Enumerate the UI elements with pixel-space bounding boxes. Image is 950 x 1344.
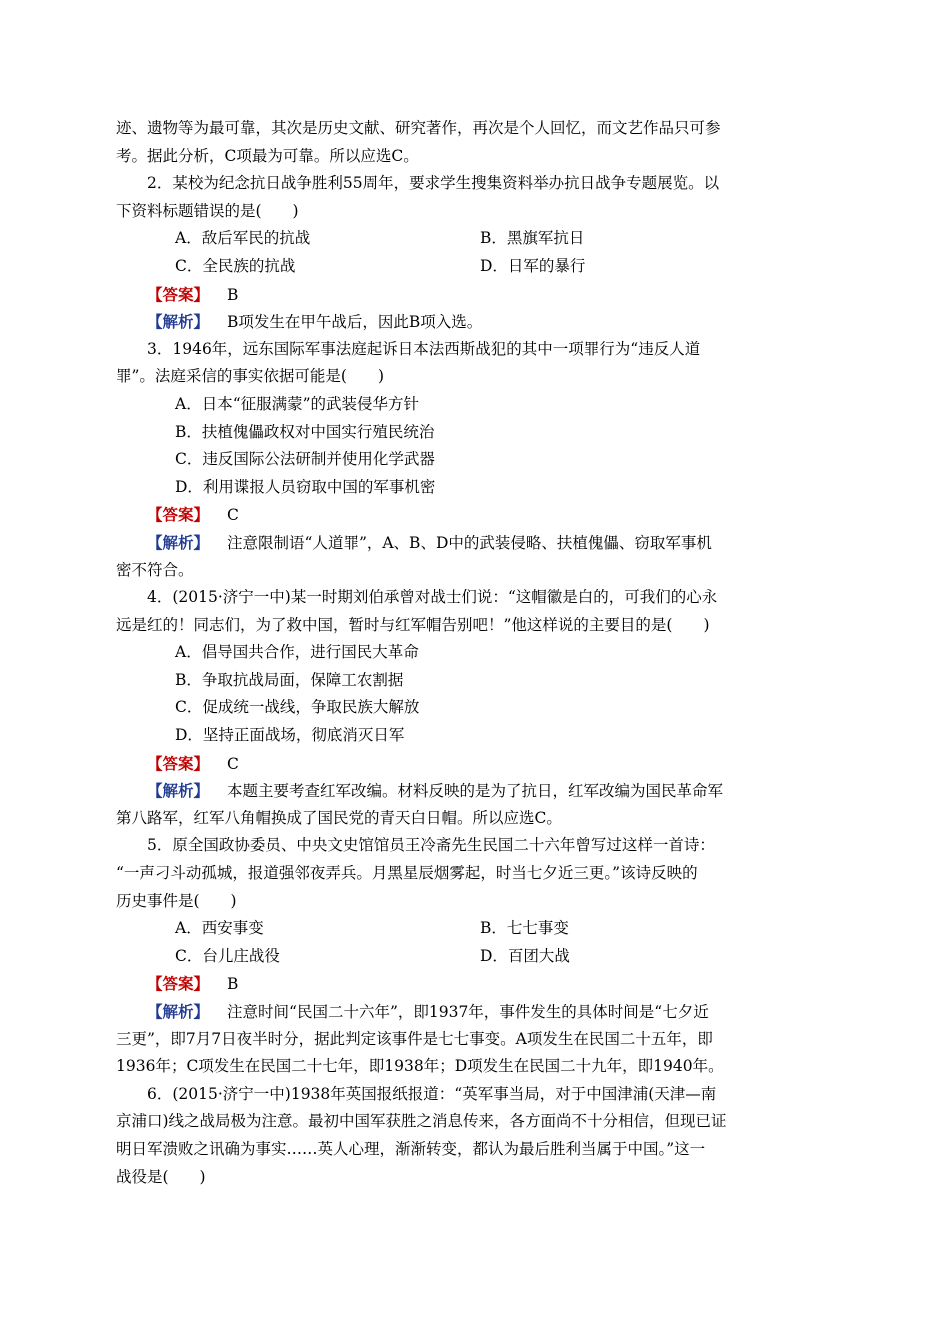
q5-analysis-line-3: 1936年；C项发生在民国二十七年，即1938年；D项发生在民国二十九年，即1940年。 [116,1057,724,1076]
q2-answer [116,281,836,309]
q2-options-row-1 [116,225,836,253]
q3-option-a: A．日本“征服满蒙”的武装侵华方针 [175,394,420,413]
q6-stem-line-4: 战役是( ) [116,1167,206,1186]
q6-stem-line-2: 京浦口)线之战局极为注意。最初中国军获胜之消息传来，各方面尚不十分相信，但现已证 [116,1112,727,1131]
q2-answer-value: B [227,285,239,304]
q5-answer [116,970,836,998]
q2-option-b: B．黑旗军抗日 [480,229,585,248]
q3-analysis-line-2: 密不符合。 [116,560,194,579]
q5-option-a: A．西安事变 [175,919,264,938]
q5-option-b: B．七七事变 [480,919,569,938]
q4-option-a: A．倡导国共合作，进行国民大革命 [175,643,419,662]
q5-analysis-line-1 [116,998,836,1026]
q4-stem-line-1: 4．(2015·济宁一中)某一时期刘伯承曾对战士们说：“这帽徽是白的，可我们的心永 [147,588,718,607]
q5-stem-line-2: “一声刁斗动孤城，报道强邻夜弄兵。月黑星辰烟雾起，时当七夕近三更。”该诗反映的 [116,864,698,883]
q3-analysis-text-1: 注意限制语“人道罪”，A、B、D中的武装侵略、扶植傀儡、窃取军事机 [227,533,712,552]
q6-stem-line-3: 明日军溃败之讯确为事实……英人心理，渐渐转变，都认为最后胜利当属于中国。”这一 [116,1139,706,1158]
q4-analysis-text-1: 本题主要考查红军改编。材料反映的是为了抗日，红军改编为国民革命军 [227,782,724,801]
q5-option-d: D．百团大战 [480,946,570,965]
q3-option-c: C．违反国际公法研制并使用化学武器 [175,450,435,469]
analysis-label: 【解析】 [147,781,210,801]
document-page [116,115,836,1191]
q4-analysis-line-2: 第八路军，红军八角帽换成了国民党的青天白日帽。所以应选C。 [116,808,562,827]
intro-line-2: 考。据此分析，C项最为可靠。所以应选C。 [116,146,419,165]
q6-stem-line-1: 6．(2015·济宁一中)1938年英国报纸报道：“英军事当局，对于中国津浦(天津—南 [147,1084,717,1103]
q3-option-b: B．扶植傀儡政权对中国实行殖民统治 [175,422,435,441]
q3-option-d: D．利用谍报人员窃取中国的军事机密 [175,477,436,496]
q5-answer-value: B [227,975,239,994]
answer-label: 【答案】 [147,284,210,304]
intro-line-1: 迹、遗物等为最可靠，其次是历史文献、研究著作，再次是个人回忆，而文艺作品只可参 [116,119,721,137]
q2-option-d: D．日军的暴行 [480,256,586,275]
q2-stem-line-1: 2．某校为纪念抗日战争胜利55周年，要求学生搜集资料举办抗日战争专题展览。以 [147,174,720,193]
q4-answer [116,750,836,778]
q4-option-c: C．促成统一战线，争取民族大解放 [175,698,420,717]
analysis-label: 【解析】 [147,532,210,552]
q3-answer [116,501,836,529]
q2-options-row-2 [116,253,836,281]
q2-option-c: C．全民族的抗战 [175,256,296,275]
q4-stem-line-2: 远是红的！同志们，为了救中国，暂时与红军帽告别吧！”他这样说的主要目的是( ) [116,615,710,634]
q3-analysis-line-1 [116,529,836,557]
answer-label: 【答案】 [147,505,210,525]
q2-option-a: A．敌后军民的抗战 [175,229,311,248]
q4-answer-value: C [227,754,239,773]
analysis-label: 【解析】 [147,1002,210,1021]
q5-analysis-text-1: 注意时间“民国二十六年”，即1937年，事件发生的具体时间是“七夕近 [227,1003,709,1021]
q2-analysis [116,308,836,336]
q4-analysis-line-1 [116,777,836,805]
q5-options-row-1 [116,915,836,943]
answer-label: 【答案】 [147,753,210,773]
q3-answer-value: C [227,506,239,525]
q5-stem-line-1: 5．原全国政协委员、中央文史馆馆员王冷斋先生民国二十六年曾写过这样一首诗： [147,836,715,855]
q5-analysis-line-2: 三更”，即7月7日夜半时分，据此判定该事件是七七事变。A项发生在民国二十五年，即 [116,1029,713,1048]
q2-analysis-text: B项发生在甲午战后，因此B项入选。 [227,313,483,332]
analysis-label: 【解析】 [147,312,210,332]
q5-stem-line-3: 历史事件是( ) [116,891,237,910]
q2-stem-line-2: 下资料标题错误的是( ) [116,201,299,220]
q5-options-row-2 [116,943,836,971]
q3-stem-line-2: 罪”。法庭采信的事实依据可能是( ) [116,367,385,386]
q4-option-b: B．争取抗战局面，保障工农割据 [175,670,404,689]
q4-option-d: D．坚持正面战场，彻底消灭日军 [175,726,405,745]
q5-option-c: C．台儿庄战役 [175,946,280,965]
q3-stem-line-1: 3．1946年，远东国际军事法庭起诉日本法西斯战犯的其中一项罪行为“违反人道 [147,339,701,358]
answer-label: 【答案】 [147,974,210,994]
